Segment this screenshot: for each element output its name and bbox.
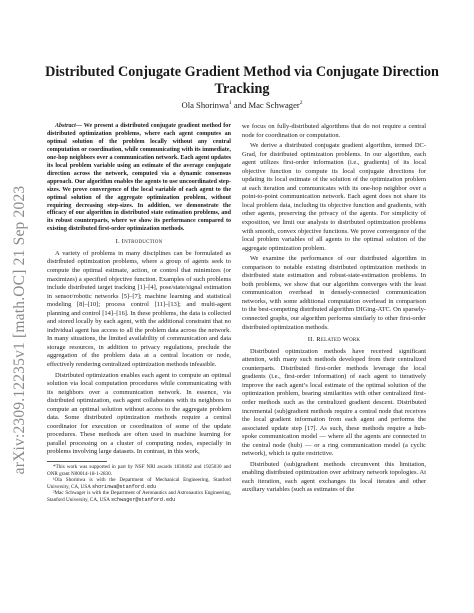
- arxiv-id-text: arXiv:2309.12235v1 [math.OC] 21 Sep 2023: [11, 185, 28, 475]
- footnote-author-1: [47, 477, 231, 490]
- abstract-text: — We present a distributed conjugate gradient method for distributed optimization problems, where each agent computes an optimal solution of the problem locally without any central computation or coordination, while communicating with its immediate, one-hop neighbors over a communication network. Each agent updates its local problem variable using an estimate of the average conjugate direction across the network, computed via a dynamic consensus approach. Our algorithm enables the agents to use uncoordinated step-sizes. We prove convergence of the local variable of each agent to the optimal solution of the aggregate optimization problem, without requiring decreasing step-sizes. In addition, we demonstrate the efficacy of our algorithm in distributed state estimation problems, and its robust counterparts, where we show its performance compared to existing distributed first-order optimization methods.: [47, 123, 231, 233]
- arxiv-identifier-stamp: [9, 130, 31, 530]
- intro-continuation: we focus on fully-distributed algorithms that do not require a central node for coordination or computation.: [242, 123, 426, 139]
- footnote-divider: [47, 461, 107, 462]
- footnote-author-1-email: shorinwa@stanford.edu: [91, 483, 157, 490]
- intro-paragraph-2: Distributed optimization enables each agent to compute an optimal solution via local computation procedures while communicating with its neighbors over a communication network. In essence, via distributed optimization, each agent collaborates with its neighbors to compute an optimal solution without access to the aggregate problem data. Some distributed optimization methods require a central coordinator for execution or coordination of some of the update procedures. These methods are often used in machine learning for parallel processing on a cluster of computing nodes, especially in problems involving large datasets. In contrast, in this work,: [47, 371, 231, 456]
- contribution-paragraph: We derive a distributed conjugate gradient algorithm, termed DC-Grad, for distributed optimization problems. In our algorithm, each agent utilizes first-order information (i.e., gradients) of its local objective function to compute its local conjugate directions for updating its local estimate of the solution of the optimization problem at each iteration and communicates with its one-hop neighbor over a point-to-point communication network. Each agent does not share its local problem data, including its objective function and gradients, with other agents, preserving the privacy of the agents. For simplicity of exposition, we limit our analysis to distributed optimization problems with smooth, convex objective functions. We prove convergence of the local problem variables of all agents to the optimal solution of the aggregate optimization problem.: [242, 142, 426, 252]
- footnote-funding: *This work was supported in part by NSF NRI awards 1830402 and 1925030 and ONR grant N00014-18-1-2830.: [47, 464, 231, 477]
- paper-title: [40, 64, 444, 98]
- abstract: [47, 123, 231, 234]
- intro-paragraph-1: A variety of problems in many disciplines can be formulated as distributed optimization problems, where a group of agents seek to compute the optimal estimate, action, or control that minimizes (or maximizes) a specified objective function. Examples of such problems include distributed target tracking [1]–[4], pose/state/signal estimation in sensor/robotic networks [5]–[7]; machine learning and statistical modeling [8]–[10]; process control [11]–[13]; and multi-agent planning and control [14]–[16]. In these problems, the data is collected and stored locally by each agent, with the additional constraint that no individual agent has access to all the problem data across the network. In many situations, the limited availability of communication and data storage resources, in addition to privacy regulations, preclude the aggregation of the problem data at a central location or node, effectively rendering centralized optimization methods infeasible.: [47, 249, 231, 368]
- author-line: [40, 100, 444, 110]
- footnote-author-1-text: ¹Ola Shorinwa is with the Department of Mechanical Engineering, Stanford University, CA, USA: [47, 477, 231, 490]
- footnote-author-2-email: schwager@stanford.edu: [110, 496, 176, 503]
- section-heading-introduction: I. Introduction: [115, 238, 163, 246]
- abstract-lead: Abstract: [55, 123, 76, 129]
- author-1-mark: 1: [228, 100, 232, 107]
- author-conjunction: and: [231, 100, 249, 110]
- author-2-name: Mac Schwager: [248, 100, 300, 110]
- section-heading-related-work: II. Related Work: [307, 336, 361, 344]
- right-column: [242, 123, 426, 497]
- related-work-paragraph-2: Distributed (sub)gradient methods circumvent this limitation, enabling distributed optimization over arbitrary network topologies. At each iteration, each agent exchanges its local iterates and other auxiliary variables (such as estimates of the: [242, 460, 426, 494]
- footnote-author-2: [47, 490, 231, 503]
- related-work-paragraph-1: Distributed optimization methods have received significant attention, with many such methods developed from their centralized counterparts. Distributed first-order methods leverage the local gradients (i.e., first-order information) of each agent to iteratively improve the each agent’s local estimate of the optimal solution of the optimization problem, bearing similarities with other centralized first-order methods such as the centralized gradient descent. Distributed incremental (sub)gradient methods require a central node that receives the local gradient information from each agent and performs the associated update step [17]. As such, these methods require a hub-spoke communication model — where all the agents are connected to the central node (hub) — or a ring communication model (a cyclic network), which is quite restrictive.: [242, 347, 426, 458]
- title-line-2: Tracking: [214, 81, 270, 97]
- left-column: [47, 123, 231, 504]
- footnotes: [47, 464, 231, 504]
- evaluation-paragraph: We examine the performance of our distributed algorithm in comparison to notable existing distributed optimization methods in distributed state estimation and robust-state-estimation problems. In both problems, we show that our algorithm converges with the least communication overhead in densely-connected communication networks, with some additional computation overhead in comparison to the best-competing distributed algorithm DIGing-ATC. On sparsely-connected graphs, our algorithm performs similarly to other first-order distributed optimization methods.: [242, 255, 426, 331]
- footnote-author-2-text: ²Mac Schwager is with the Department of Aeronautics and Astronautics Engineering, Stanford University, CA, USA: [47, 490, 231, 503]
- author-1-name: Ola Shorinwa: [181, 100, 229, 110]
- author-2-mark: 2: [299, 100, 303, 107]
- title-line-1: Distributed Conjugate Gradient Method via Conjugate Direction: [45, 64, 439, 80]
